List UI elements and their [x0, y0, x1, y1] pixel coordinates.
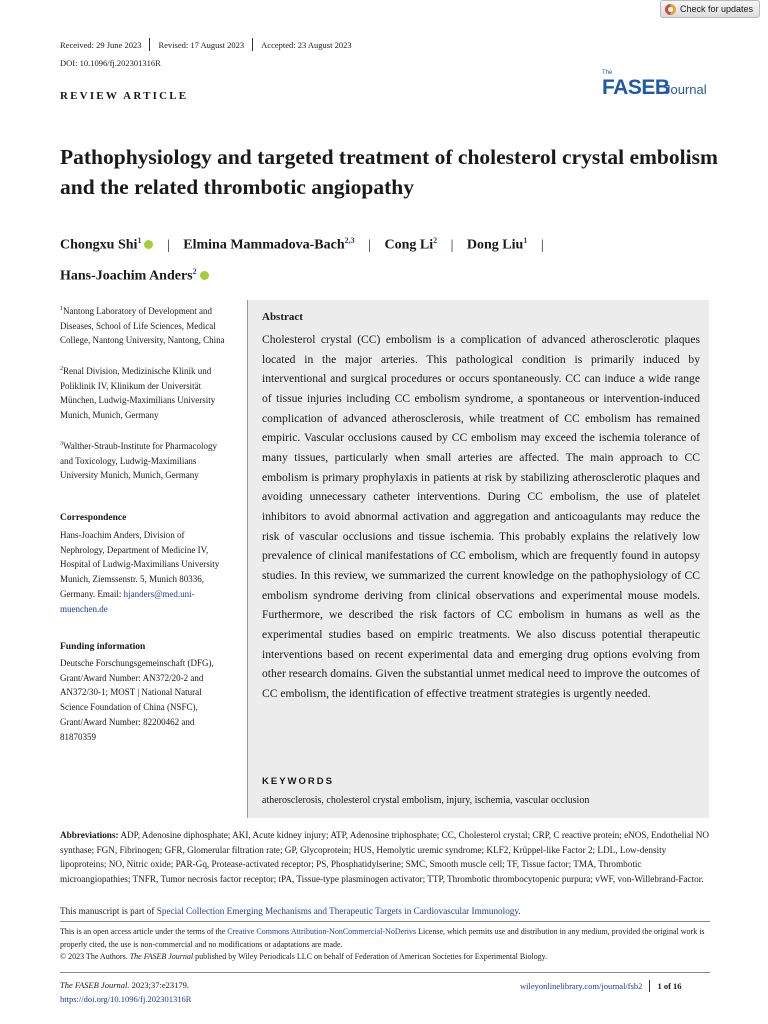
doi: DOI: 10.1096/fj.202301316R — [60, 58, 161, 68]
special-collection-note — [60, 906, 521, 916]
license-link[interactable]: Creative Commons Attribution-NonCommercial-NoDerivs — [227, 927, 417, 936]
affiliation-sup: 2 — [60, 366, 63, 372]
affiliation-text: Renal Division, Medizinische Klinik und Poliklinik IV, Klinikum der Universität München, Ludwig-Maximilians University Munich, Munich, Germany — [60, 366, 216, 421]
footer-volume: 2023;37:e23179. — [131, 980, 189, 990]
received-date: Received: 29 June 2023 — [60, 39, 142, 50]
author-name[interactable]: Chongxu Shi — [60, 237, 138, 253]
keywords-text: atherosclerosis, cholesterol crystal embolism, injury, ischemia, vascular occlusion — [262, 795, 590, 806]
author-name[interactable]: Cong Li — [384, 237, 434, 253]
revised-date: Revised: 17 August 2023 — [158, 39, 245, 50]
article-type: REVIEW ARTICLE — [60, 90, 189, 102]
orcid-icon[interactable] — [200, 271, 209, 280]
affiliation-text: Nantong Laboratory of Development and Diseases, School of Life Sciences, Medical College, Nantong University, Nantong, China — [60, 306, 225, 346]
author-name[interactable]: Dong Liu — [466, 237, 524, 253]
affiliation — [60, 302, 230, 348]
check-for-updates-label: Check for updates — [680, 4, 754, 14]
divider — [649, 980, 650, 992]
logo-journal: Journal — [664, 82, 707, 97]
divider — [252, 38, 253, 51]
affiliation-text: Walther-Straub-Institute for Pharmacology and Toxicology, Ludwig-Maximilians University Munich, Munich, Germany — [60, 441, 218, 481]
journal-site-link[interactable]: wileyonlinelibrary.com/journal/fsb2 — [520, 981, 643, 991]
author-name[interactable]: Hans-Joachim Anders — [60, 268, 193, 284]
affiliation-sup: 3 — [60, 441, 63, 447]
divider-line — [60, 972, 710, 973]
footer-citation — [60, 980, 189, 990]
copyright-journal: The FASEB Journal — [129, 952, 194, 962]
footer-doi — [60, 994, 191, 1004]
manuscript-suffix: . — [518, 906, 521, 916]
journal-logo — [602, 70, 712, 100]
divider — [149, 38, 150, 51]
copyright-suffix: published by Wiley Periodicals LLC on behalf of Federation of American Societies for Experimental Biology. — [195, 952, 548, 962]
abbreviations-label: Abbreviations: — [60, 830, 119, 840]
author-affiliation-sup: 2 — [192, 266, 197, 276]
affiliation-sup: 1 — [60, 306, 63, 312]
orcid-icon[interactable] — [144, 240, 153, 249]
manuscript-prefix: This manuscript is part of — [60, 906, 155, 916]
oa-suffix: License, which permits use and distribution in any medium, provided the original work is properly cited, the use is non-commercial and no modifications or adaptations are made. — [60, 927, 705, 949]
author-separator: | — [450, 237, 454, 253]
logo-faseb: FASEB — [602, 76, 670, 99]
correspondence-address: Hans-Joachim Anders, Division of Nephrology, Department of Medicine IV, Hospital of Ludwig-Maximilians University Munich, Ziemssenstr. 5, Munich 80336, Germany. — [60, 530, 220, 599]
correspondence-heading: Correspondence — [60, 513, 127, 523]
footer-journal: The FASEB Journal. — [60, 980, 130, 990]
abstract-heading: Abstract — [262, 311, 303, 323]
check-for-updates-button[interactable] — [660, 0, 760, 18]
author-separator: | — [166, 237, 170, 253]
divider-line — [60, 921, 710, 922]
correspondence-text — [60, 528, 230, 616]
doi-link[interactable]: https://doi.org/10.1096/fj.202301316R — [60, 994, 192, 1004]
accepted-date: Accepted: 23 August 2023 — [261, 39, 352, 50]
funding-heading: Funding information — [60, 642, 146, 652]
special-collection-link[interactable]: Special Collection Emerging Mechanisms and Therapeutic Targets in Cardiovascular Immunology — [156, 906, 519, 916]
affiliation — [60, 362, 230, 423]
author-affiliation-sup: 2,3 — [344, 236, 355, 245]
article-title: Pathophysiology and targeted treatment of cholesterol crystal embolism and the related thrombotic angiopathy — [60, 145, 718, 199]
author-separator: | — [540, 237, 544, 253]
abstract-text: Cholesterol crystal (CC) embolism is a complication of advanced atherosclerotic plaques located in the major arteries. This pathological condition is primarily induced by interventional and surgical procedures or occurs spontaneously. CC can induce a wide range of tissue injuries including CC embolism syndrome, a spontaneous or intervention-induced complication of advanced atherosclerosis, while treatment of CC embolism has remained empiric. Vascular occlusions caused by CC embolism may exceed the ischemia tolerance of many tissues, particularly when small arteries are affected. The main approach to CC embolism is primary prophylaxis in patients at risk by stabilizing atherosclerotic plaques and avoiding unnecessary catheter interventions. During CC embolism, the use of platelet inhibitors to avoid abnormal activation and aggregation and anticoagulants may reduce the risk of vascular occlusions and tissue ischemia. This probably explains the relatively low prevalence of clinical manifestations of CC embolism, which are frequently found in autopsy studies. In this review, we summarized the current knowledge on the pathophysiology of CC embolism syndrome deriving from clinical observations and experimental mouse models. Furthermore, we described the risk factors of CC embolism in humans as well as the experimental studies based on empiric treatments. We also discuss potential therapeutic interventions based on recent experimental data and emerging drug options evolving from other research domains. Given the substantial unmet medical need to improve the outcomes of CC embolism, the identification of effective treatment strategies is urgently needed. — [262, 333, 700, 700]
abbreviations-text: ADP, Adenosine diphosphate; AKI, Acute kidney injury; ATP, Adenosine triphosphate; CC, Cholesterol crystal; CRP, C reactive protein; eNOS, Endothelial NO synthase; FGN, Fibrinogen; GFR, Glomerular filtration rate; GP, Glycoprotein; HUS, Hemolytic uremic syndrome; KLF2, Krüppel-like Factor 2; LDL, Low-density lipoproteins; NO, Nitric oxide; PAR-Gq, Protease-activated receptor; PS, Phosphatidylserine; SMC, Smooth muscle cell; TF, Tissue factor; TMA, Thrombotic microangiopathies; TNFR, Tumor necrosis factor receptor; tPA, Tissue-type plasminogen activator; TTP, Thrombotic thrombocytopenic purpura; vWF, von-Willebrand-Factor. — [60, 830, 710, 885]
logo-the: The — [602, 70, 613, 76]
article-dates — [60, 38, 352, 51]
author-separator: | — [368, 237, 371, 253]
update-badge-icon — [665, 4, 676, 15]
author-affiliation-sup: 1 — [523, 236, 528, 245]
author-name[interactable]: Elmina Mammadova-Bach — [183, 237, 345, 253]
affiliation — [60, 437, 230, 483]
copyright-prefix: © 2023 The Authors. — [60, 952, 128, 962]
oa-prefix: This is an open access article under the terms of the — [60, 927, 226, 936]
author-affiliation-sup: 2 — [433, 236, 438, 245]
funding-text: Deutsche Forschungsgemeinschaft (DFG), Grant/Award Number: AN372/20-2 and AN372/30-1; MOST | National Natural Science Foundation of China (NSFC), Grant/Award Number: 82200462 and 81870359 — [60, 658, 214, 742]
email-label: Email: — [97, 588, 122, 599]
open-access-notice — [60, 926, 720, 964]
footer-right — [520, 980, 682, 992]
author-affiliation-sup: 1 — [137, 236, 142, 245]
email-link[interactable]: hjanders@med.uni-muenchen.de — [60, 588, 195, 614]
keywords-heading: KEYWORDS — [262, 776, 334, 787]
abbreviations — [60, 828, 710, 887]
page-number: 1 of 16 — [657, 981, 682, 991]
author-list — [60, 228, 720, 289]
